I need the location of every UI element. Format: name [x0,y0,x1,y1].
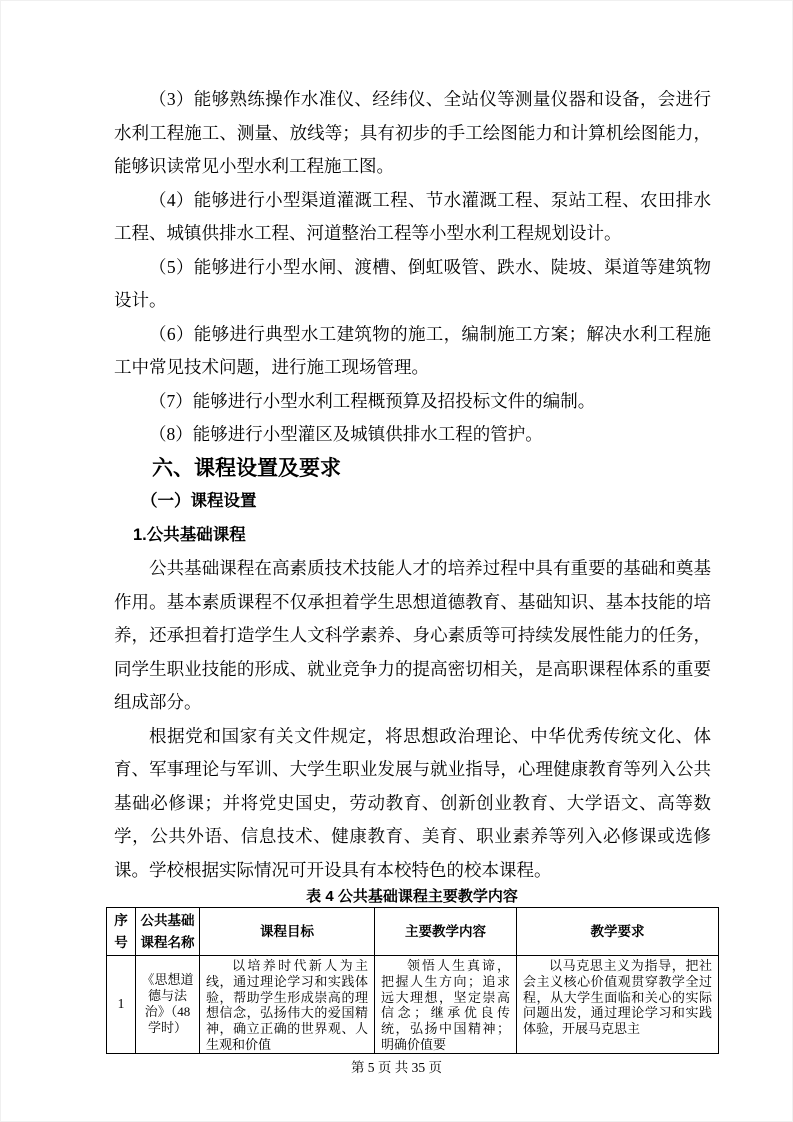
capability-item-7: （7）能够进行小型水利工程概预算及招投标文件的编制。 [149,390,596,411]
col-header-course-name: 公共基础课程名称 [136,908,200,956]
cell-content: 领悟人生真谛，把握人生方向；追求远大理想，坚定崇高信念；继承优良传统，弘扬中国精神；明确价值要 [375,956,517,1054]
col-header-content: 主要教学内容 [375,908,517,956]
capability-item-3: （3）能够熟练操作水准仪、经纬仪、全站仪等测量仪器和设备，会进行水利工程施工、测量、放线等；具有初步的手工绘图能力和计算机绘图能力，能够识读常见小型水利工程施工图。 [114,89,711,176]
cell-objective: 以培养时代新人为主线，通过理论学习和实践体验，帮助学生形成崇高的理想信念，弘扬伟大的爱国精神，确立正确的世界观、人生观和价值 [200,956,375,1054]
subsection-heading: （一）课程设置 [141,492,257,510]
capability-item-5: （5）能够进行小型水闸、渡槽、倒虹吸管、跌水、陡坡、渠道等建筑物设计。 [114,256,711,310]
cell-requirements: 以马克思主义为指导，把社会主义核心价值观贯穿教学全过程，从大学生面临和关心的实际问题出发，通过理论学习和实践体验，开展马克思主 [517,956,719,1054]
cell-course-name: 《思想道德与法治》（48学时） [136,956,200,1054]
page-number: 第 5 页 共 35 页 [350,1060,443,1075]
table-header-row [107,908,719,956]
intro-paragraph: 公共基础课程在高素质技术技能人才的培养过程中具有重要的基础和奠基作用。基本素质课程不仅承担着学生思想道德教育、基础知识、基本技能的培养，还承担着打造学生人文科学素养、身心素质等可持续发展性能力的任务，同学生职业技能的形成、就业竞争力的提高密切相关，是高职课程体系的重要组成部分。 [114,558,711,712]
table-row [107,956,719,1054]
table-caption: 表 4 公共基础课程主要教学内容 [306,888,518,905]
course-category-heading: 1.公共基础课程 [133,525,246,544]
section-heading: 六、课程设置及要求 [152,456,341,480]
capability-item-6: （6）能够进行典型水工建筑物的施工，编制施工方案；解决水利工程施工中常见技术问题，进行施工现场管理。 [114,323,711,377]
courses-table [106,907,719,1054]
capability-item-4: （4）能够进行小型渠道灌溉工程、节水灌溉工程、泵站工程、农田排水工程、城镇供排水工程、河道整治工程等小型水利工程规划设计。 [114,189,711,243]
policy-paragraph: 根据党和国家有关文件规定，将思想政治理论、中华优秀传统文化、体育、军事理论与军训、大学生职业发展与就业指导，心理健康教育等列入公共基础必修课；并将党史国史，劳动教育、创新创业教育、大学语文、高等数学，公共外语、信息技术、健康教育、美育、职业素养等列入必修课或选修课。学校根据实际情况可开设具有本校特色的校本课程。 [114,725,711,880]
capability-item-8: （8）能够进行小型灌区及城镇供排水工程的管护。 [149,424,543,444]
cell-no: 1 [107,956,136,1054]
col-header-no: 序号 [107,908,136,956]
col-header-requirements: 教学要求 [517,908,719,956]
col-header-objective: 课程目标 [200,908,375,956]
page-content [114,83,711,1054]
